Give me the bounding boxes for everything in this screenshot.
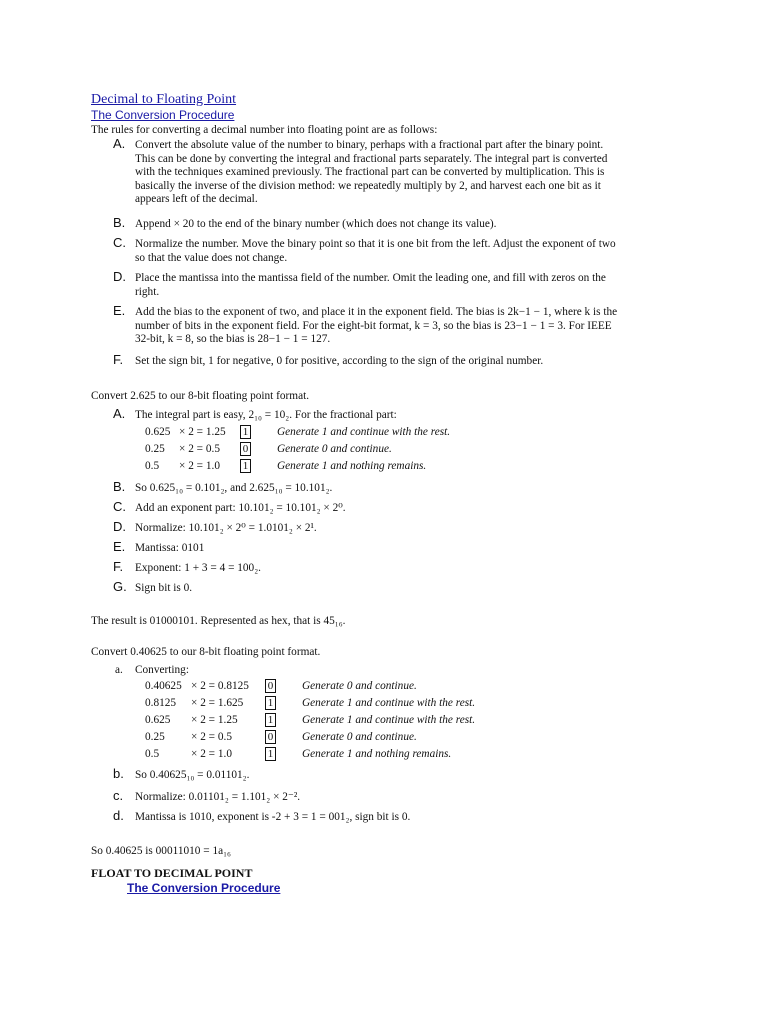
intro-text: The rules for converting a decimal number into floating point are as follows:	[91, 124, 438, 136]
table-value: 0.25	[145, 443, 165, 455]
step-letter: c.	[113, 788, 124, 803]
table-value: 0.625	[145, 426, 171, 438]
example1-heading: Convert 2.625 to our 8-bit floating point format.	[91, 390, 310, 402]
step-text: Mantissa: 0101	[135, 542, 205, 554]
table-value: 0.5	[145, 460, 160, 472]
example1-result: The result is 01000101. Represented as hex, that is 45₁₆.	[91, 615, 346, 627]
rule-letter: C.	[113, 235, 126, 250]
step-text: So 0.40625₁₀ = 0.01101₂.	[135, 769, 250, 781]
step-text: Sign bit is 0.	[135, 582, 193, 594]
rule-text-line: number of bits in the exponent field. For the eight-bit format, k = 3, so the bias is 23−1 − 1 = 3. For IEEE	[135, 319, 612, 332]
step-letter: C.	[113, 499, 126, 514]
section2-subheading-link[interactable]: The Conversion Procedure	[127, 881, 281, 895]
step-text: Mantissa is 1010, exponent is -2 + 3 = 1 = 001₂, sign bit is 0.	[135, 811, 411, 823]
table-note: Generate 0 and continue.	[302, 680, 417, 692]
rule-text-line: Normalize the number. Move the binary point so that it is one bit from the left. Adjust the exponent of two	[135, 238, 616, 250]
rule-text-line: Append × 20 to the end of the binary number (which does not change its value).	[135, 218, 497, 230]
table-bit-box: 0	[265, 679, 276, 693]
table-bit-box: 1	[265, 747, 276, 761]
table-operation: × 2 = 1.25	[191, 714, 238, 726]
step-letter: F.	[113, 559, 124, 574]
table-bit-box: 0	[265, 730, 276, 744]
step-letter: E.	[113, 539, 126, 554]
step-text: Exponent: 1 + 3 = 4 = 100₂.	[135, 562, 261, 574]
rule-text-line: Add the bias to the exponent of two, and place it in the exponent field. The bias is 2k−1 − 1, where k is the	[135, 306, 618, 318]
table-note: Generate 1 and nothing remains.	[302, 748, 452, 760]
rule-text-line: This can be done by converting the integral and fractional parts separately. The integral part is converted	[135, 152, 608, 165]
step-letter: B.	[113, 479, 126, 494]
table-bit-box: 1	[240, 459, 251, 473]
rule-text-line: Convert the absolute value of the number to binary, perhaps with a fractional part after the binary point.	[135, 139, 604, 151]
step-letter: b.	[113, 766, 124, 781]
section2-heading: FLOAT TO DECIMAL POINT	[91, 866, 253, 880]
table-operation: × 2 = 1.25	[179, 426, 226, 438]
table-value: 0.5	[145, 748, 160, 760]
table-note: Generate 1 and continue with the rest.	[277, 426, 451, 438]
table-operation: × 2 = 1.625	[191, 697, 244, 709]
table-operation: × 2 = 1.0	[191, 748, 232, 760]
table-operation: × 2 = 0.8125	[191, 680, 249, 692]
table-bit-box: 1	[240, 425, 251, 439]
rule-letter: F.	[113, 352, 124, 367]
rule-text-line: so that the value does not change.	[135, 251, 288, 264]
step-letter: G.	[113, 579, 127, 594]
step-text: Normalize: 10.101₂ × 2⁰ = 1.0101₂ × 2¹.	[135, 522, 317, 534]
title-link[interactable]: Decimal to Floating Point	[91, 92, 237, 107]
rule-text-line: appears left of the decimal.	[135, 193, 258, 206]
example2-step-letter: a.	[115, 664, 123, 676]
table-value: 0.8125	[145, 697, 177, 709]
step-text: So 0.625₁₀ = 0.101₂, and 2.625₁₀ = 10.101₂.	[135, 482, 333, 494]
table-note: Generate 1 and nothing remains.	[277, 460, 427, 472]
step-text: Normalize: 0.01101₂ = 1.101₂ × 2⁻².	[135, 791, 301, 803]
rule-letter: E.	[113, 303, 126, 318]
rule-text-line: 32-bit, k = 8, so the bias is 28−1 − 1 = 127.	[135, 333, 331, 346]
rule-letter: D.	[113, 269, 126, 284]
step-letter: D.	[113, 519, 126, 534]
example2-result: So 0.40625 is 00011010 = 1a₁₆	[91, 845, 231, 857]
table-value: 0.625	[145, 714, 171, 726]
table-bit-box: 1	[265, 713, 276, 727]
rule-text-line: Set the sign bit, 1 for negative, 0 for positive, according to the sign of the original number.	[135, 355, 544, 367]
table-operation: × 2 = 0.5	[191, 731, 232, 743]
table-value: 0.25	[145, 731, 165, 743]
subtitle-link[interactable]: The Conversion Procedure	[91, 108, 235, 122]
table-operation: × 2 = 0.5	[179, 443, 220, 455]
rule-letter: A.	[113, 136, 126, 151]
table-value: 0.40625	[145, 680, 182, 692]
rule-text-line: basically the inverse of the division method: we repeatedly multiply by 2, and harvest each one bit as it	[135, 179, 601, 192]
rule-letter: B.	[113, 215, 126, 230]
example1-step-text: The integral part is easy, 2₁₀ = 10₂. For the fractional part:	[135, 409, 397, 421]
example2-heading: Convert 0.40625 to our 8-bit floating point format.	[91, 646, 321, 658]
example2-step-text: Converting:	[135, 664, 189, 676]
table-bit-box: 1	[265, 696, 276, 710]
rule-text-line: right.	[135, 285, 160, 298]
step-letter: d.	[113, 808, 124, 823]
example1-step-letter: A.	[113, 406, 126, 421]
table-note: Generate 1 and continue with the rest.	[302, 697, 476, 709]
table-operation: × 2 = 1.0	[179, 460, 220, 472]
table-note: Generate 0 and continue.	[277, 443, 392, 455]
rule-text-line: Place the mantissa into the mantissa field of the number. Omit the leading one, and fill with zeros on the	[135, 272, 606, 284]
table-bit-box: 0	[240, 442, 251, 456]
rule-text-line: with the techniques examined previously. The fractional part can be converted by multiplication. This is	[135, 166, 605, 179]
table-note: Generate 0 and continue.	[302, 731, 417, 743]
table-note: Generate 1 and continue with the rest.	[302, 714, 476, 726]
step-text: Add an exponent part: 10.101₂ = 10.101₂ × 2⁰.	[135, 502, 346, 514]
